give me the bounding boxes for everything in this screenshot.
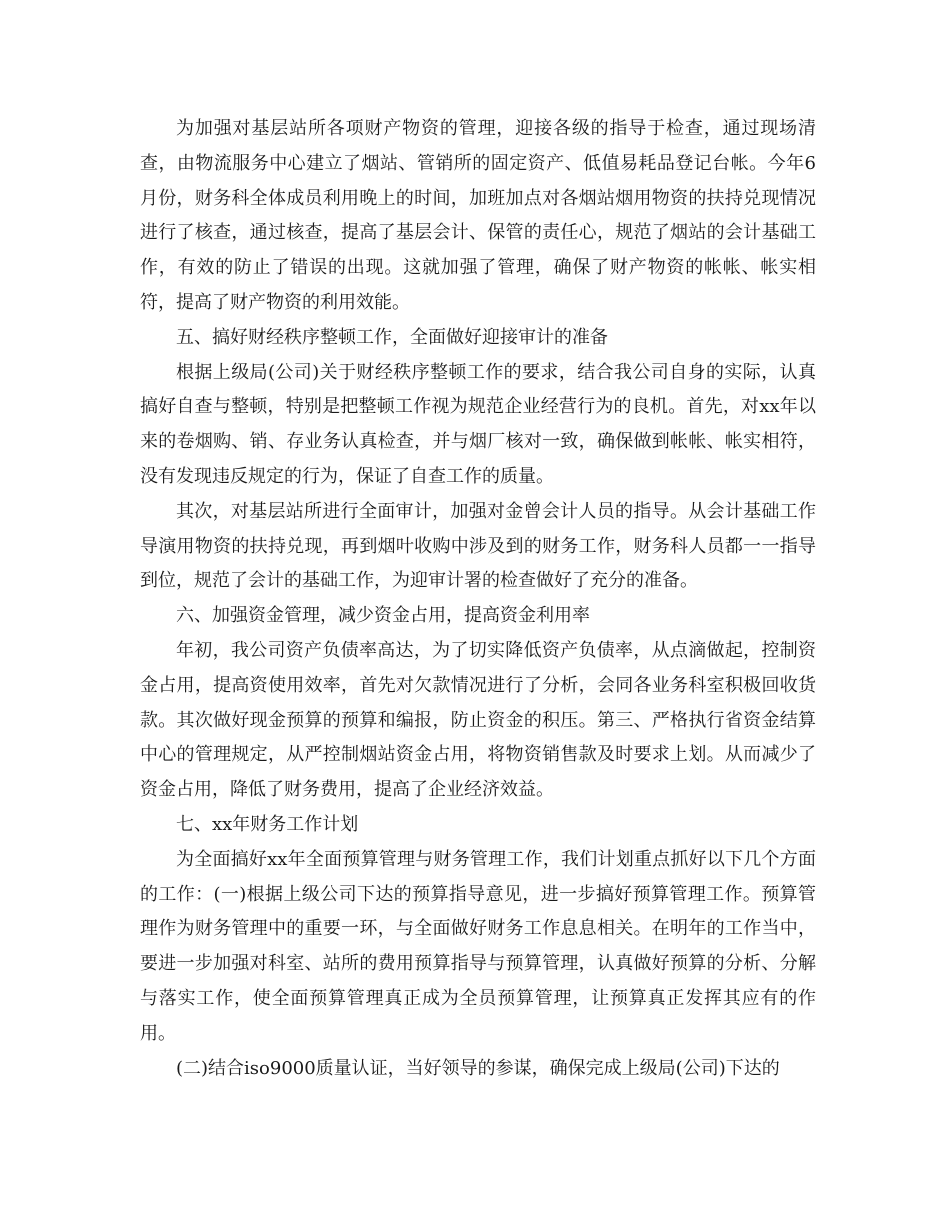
- document-page: [140, 112, 816, 1086]
- paragraph-budget-plan: 为全面搞好xx年全面预算管理与财务管理工作，我们计划重点抓好以下几个方面的工作：(一)根据上级公司下达的预算指导意见，进一步搞好预算管理工作。预算管理作为财务管理中的重要一环，与全面做好财务工作息息相关。在明年的工作当中，要进一步加强对科室、站所的费用预算指导与预算管理，认真做好预算的分析、分解与落实工作，使全面预算管理真正成为全员预算管理，让预算真正发挥其应有的作用。: [140, 848, 816, 1044]
- heading-section-five: 五、搞好财经秩序整顿工作，全面做好迎接审计的准备: [176, 326, 608, 348]
- paragraph-iso9000: (二)结合iso9000质量认证，当好领导的参谋，确保完成上级局(公司)下达的: [176, 1057, 780, 1079]
- paragraph-audit-preparation: 根据上级局(公司)关于财经秩序整顿工作的要求，结合我公司自身的实际，认真搞好自查与整顿，特别是把整顿工作视为规范企业经营行为的良机。首先，对xx年以来的卷烟购、销、存业务认真检查，并与烟厂核对一致，确保做到帐帐、帐实相符，没有发现违反规定的行为，保证了自查工作的质量。: [140, 361, 816, 487]
- paragraph-asset-management: 为加强对基层站所各项财产物资的管理，迎接各级的指导于检查，通过现场清查，由物流服务中心建立了烟站、管销所的固定资产、低值易耗品登记台帐。今年6月份，财务科全体成员利用晚上的时间，加班加点对各烟站烟用物资的扶持兑现情况进行了核查，通过核查，提高了基层会计、保管的责任心，规范了烟站的会计基础工作，有效的防止了错误的出现。这就加强了管理，确保了财产物资的帐帐、帐实相符，提高了财产物资的利用效能。: [140, 118, 816, 313]
- paragraph-site-audit: 其次，对基层站所进行全面审计，加强对金曾会计人员的指导。从会计基础工作导演用物资的扶持兑现，再到烟叶收购中涉及到的财务工作，财务科人员都一一指导到位，规范了会计的基础工作，为迎审计署的检查做好了充分的准备。: [140, 500, 816, 592]
- heading-section-seven: 七、xx年财务工作计划: [176, 813, 359, 835]
- heading-section-six: 六、加强资金管理，减少资金占用，提高资金利用率: [176, 605, 590, 627]
- paragraph-fund-management: 年初，我公司资产负债率高达，为了切实降低资产负债率，从点滴做起，控制资金占用，提高资使用效率，首先对欠款情况进行了分析，会同各业务科室积极回收货款。其次做好现金预算的预算和编报，防止资金的积压。第三、严格执行省资金结算中心的管理规定，从严控制烟站资金占用，将物资销售款及时要求上划。从而减少了资金占用，降低了财务费用，提高了企业经济效益。: [140, 639, 816, 801]
